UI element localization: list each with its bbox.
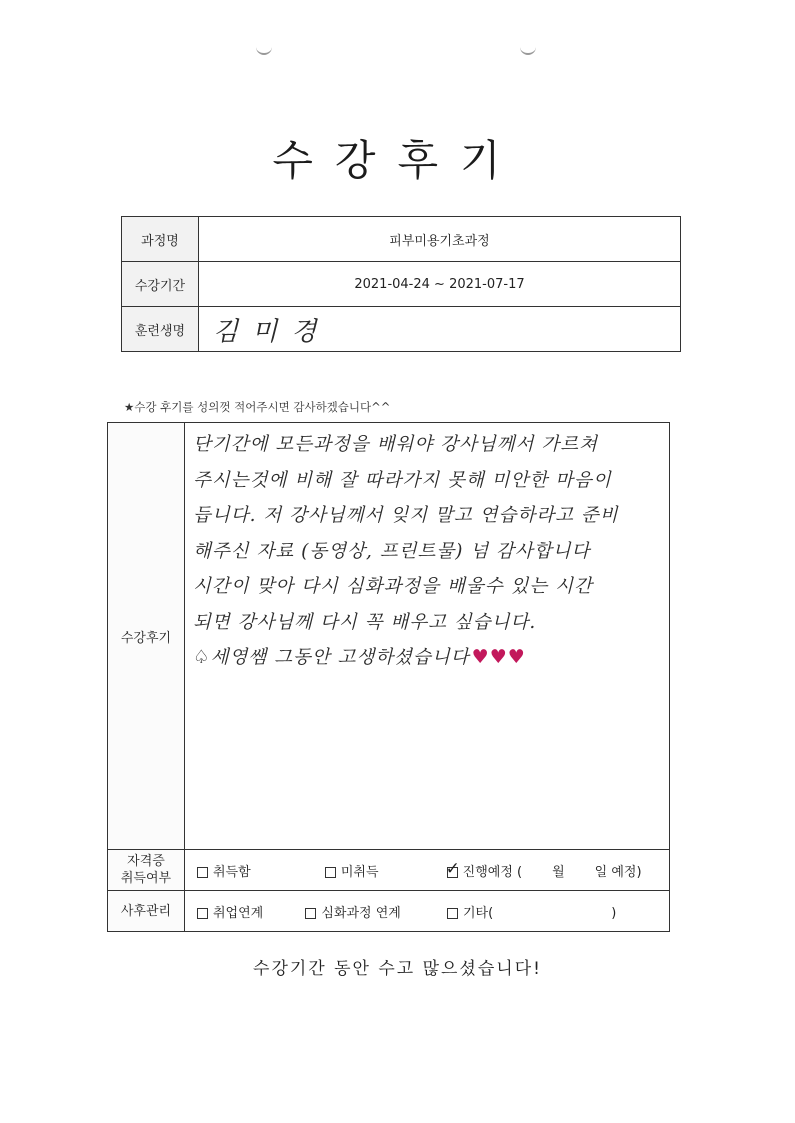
checkmark-icon: ✓	[445, 858, 460, 879]
review-body	[185, 423, 670, 850]
review-line: 해주신 자료 (동영상, 프린트물) 넘 감사합니다	[193, 540, 591, 562]
review-label: 수강후기	[108, 423, 185, 850]
day-label: 일 예정)	[594, 864, 642, 880]
page-title: 수강후기	[272, 136, 523, 185]
review-line-text: ♤세영쌤 그동안 고생하셨습니다	[193, 647, 470, 668]
punch-hole-left	[256, 44, 272, 55]
review-table	[107, 422, 670, 932]
option-other[interactable]	[447, 902, 616, 921]
closing-message: 수강기간 동안 수고 많으셨습니다!	[253, 959, 542, 979]
period-value: 2021-04-24 ~ 2021-07-17	[199, 262, 681, 307]
certificate-label	[108, 850, 185, 891]
heart-icons: ♥♥♥	[471, 646, 526, 668]
option-label: 취득함	[213, 864, 251, 880]
aftercare-options	[185, 891, 670, 932]
checkbox-icon[interactable]	[197, 867, 208, 878]
review-line: 되면 강사님께 다시 꼭 배우고 싶습니다.	[193, 611, 537, 633]
close-paren: )	[611, 905, 617, 921]
info-table	[121, 216, 681, 352]
table-row	[122, 262, 681, 307]
punch-hole-right	[520, 44, 536, 55]
checkbox-icon[interactable]	[305, 908, 316, 919]
option-label: 진행예정 (	[462, 864, 523, 880]
month-label: 월	[552, 864, 565, 880]
trainee-label: 훈련생명	[122, 307, 199, 352]
checkbox-icon[interactable]	[197, 908, 208, 919]
checkbox-icon[interactable]	[325, 867, 336, 878]
review-line: 단기간에 모든과정을 배워야 강사님께서 가르쳐	[193, 434, 598, 455]
option-label: 미취득	[340, 864, 379, 880]
option-job-link[interactable]	[197, 902, 263, 921]
table-row	[108, 850, 670, 891]
certificate-options	[185, 850, 670, 891]
checkbox-checked-icon[interactable]	[445, 858, 460, 879]
option-label: 기타(	[463, 905, 494, 921]
checkbox-icon[interactable]	[447, 908, 458, 919]
option-advanced-course[interactable]	[305, 902, 400, 921]
option-label: 심화과정 연계	[321, 905, 401, 921]
course-value: 피부미용기초과정	[199, 217, 681, 262]
option-in-progress[interactable]	[445, 858, 642, 880]
table-row	[122, 217, 681, 262]
table-row	[122, 307, 681, 352]
instruction-note: ★수강 후기를 성의껏 적어주시면 감사하겠습니다^^	[124, 400, 391, 414]
option-not-acquired[interactable]	[325, 861, 379, 880]
certificate-label-line2: 취득여부	[120, 871, 172, 886]
trainee-name-handwritten: 김미경	[199, 307, 681, 352]
review-line: 시간이 맞아 다시 심화과정을 배울수 있는 시간	[193, 576, 593, 597]
option-acquired[interactable]	[197, 861, 251, 880]
review-line: 주시는것에 비해 잘 따라가지 못해 미안한 마음이	[193, 469, 612, 491]
aftercare-label: 사후관리	[108, 891, 185, 932]
period-label: 수강기간	[122, 262, 199, 307]
option-label: 취업연계	[213, 905, 264, 921]
review-line: 듭니다. 저 강사님께서 잊지 말고 연습하라고 준비	[193, 505, 619, 526]
course-label: 과정명	[122, 217, 199, 262]
certificate-label-line1: 자격증	[127, 854, 165, 869]
review-line-last	[193, 640, 661, 676]
table-row	[108, 423, 670, 850]
table-row	[108, 891, 670, 932]
